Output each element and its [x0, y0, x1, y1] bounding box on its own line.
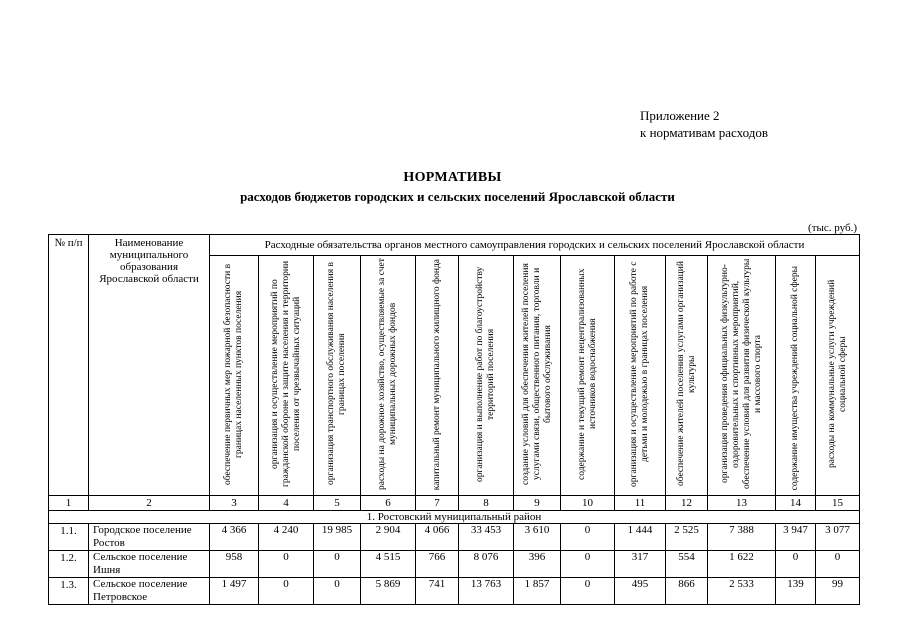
row-value: 554: [666, 551, 708, 578]
row-value: 4 240: [259, 524, 314, 551]
row-value: 5 869: [361, 578, 416, 605]
header-group: Расходные обязательства органов местного самоуправления городских и сельских поселений Ярославской области: [210, 235, 860, 256]
column-header-label: организация и осуществление мероприятий по гражданской обороне и защите населения и территории поселения от чрезвычайных ситуаций: [269, 260, 302, 488]
table-body: [49, 496, 860, 605]
row-value: 1 497: [210, 578, 259, 605]
row-value: 0: [561, 524, 615, 551]
column-header-8: [459, 256, 514, 496]
row-value: 766: [416, 551, 459, 578]
row-value: 741: [416, 578, 459, 605]
section-row: [49, 511, 860, 524]
column-header-14: [776, 256, 816, 496]
row-value: 7 388: [708, 524, 776, 551]
row-value: 3 610: [514, 524, 561, 551]
column-header-9: [514, 256, 561, 496]
index-cell: 6: [361, 496, 416, 511]
row-value: 317: [615, 551, 666, 578]
column-header-label: организация транспортного обслуживания населения в границах поселения: [326, 262, 347, 486]
row-value: 0: [314, 551, 361, 578]
appendix-line-1: Приложение 2: [640, 108, 720, 123]
appendix-line-2: к нормативам расходов: [640, 125, 769, 140]
index-cell: 14: [776, 496, 816, 511]
index-cell: 8: [459, 496, 514, 511]
row-value: 4 066: [416, 524, 459, 551]
column-header-label: обеспечение первичных мер пожарной безопасности в границах населенных пунктов поселения: [223, 263, 244, 485]
column-header-15: [816, 256, 860, 496]
column-header-6: [361, 256, 416, 496]
row-value: 4 366: [210, 524, 259, 551]
row-value: 0: [259, 578, 314, 605]
table-row: [49, 524, 860, 551]
row-value: 396: [514, 551, 561, 578]
column-header-label: капитальный ремонт муниципального жилищного фонда: [431, 258, 442, 490]
column-header-label: расходы на дорожное хозяйство, осуществляемые за счет муниципальных дорожных фондов: [377, 258, 398, 490]
index-row: [49, 496, 860, 511]
row-value: 0: [314, 578, 361, 605]
header-num: № п/п: [49, 235, 89, 496]
norms-table: [48, 234, 860, 605]
index-cell: 5: [314, 496, 361, 511]
row-value: 0: [561, 578, 615, 605]
document-title: [0, 170, 905, 205]
row-value: 4 515: [361, 551, 416, 578]
appendix-note: [640, 107, 768, 141]
row-value: 495: [615, 578, 666, 605]
index-cell: 11: [615, 496, 666, 511]
column-header-label: расходы на коммунальные услуги учреждений социальной сферы: [826, 279, 848, 469]
row-value: 139: [776, 578, 816, 605]
title-subtitle: расходов бюджетов городских и сельских поселений Ярославской области: [240, 189, 675, 204]
column-header-label: содержание имущества учреждений социальной сферы: [790, 265, 800, 490]
row-number: 1.3.: [49, 578, 89, 605]
row-value: 0: [259, 551, 314, 578]
row-value: 19 985: [314, 524, 361, 551]
column-header-label: организация и осуществление мероприятий по работе с детьми и молодежью в границах поселения: [629, 261, 650, 487]
row-value: 866: [666, 578, 708, 605]
header-name: Наименование муниципального образования Ярославской области: [89, 235, 210, 496]
column-header-7: [416, 256, 459, 496]
column-header-12: [666, 256, 708, 496]
index-cell: 1: [49, 496, 89, 511]
index-cell: 13: [708, 496, 776, 511]
column-header-label: организация проведения официальных физкультурно-оздоровительных и спортивных мероприятий, обеспечение условий для развития физической культуры и массового спорта: [719, 258, 763, 490]
column-header-5: [314, 256, 361, 496]
index-cell: 9: [514, 496, 561, 511]
table-row: [49, 578, 860, 605]
index-cell: 4: [259, 496, 314, 511]
index-cell: 12: [666, 496, 708, 511]
row-value: 2 525: [666, 524, 708, 551]
row-value: 3 077: [816, 524, 860, 551]
row-value: 2 533: [708, 578, 776, 605]
row-value: 0: [776, 551, 816, 578]
column-header-label: организация и выполнение работ по благоустройству территорий поселения: [475, 266, 496, 482]
row-name: Сельское поселение Петровское: [89, 578, 210, 605]
index-cell: 2: [89, 496, 210, 511]
index-cell: 3: [210, 496, 259, 511]
column-header-label: обеспечение жителей поселения услугами организаций культуры: [675, 261, 697, 487]
row-value: 8 076: [459, 551, 514, 578]
column-header-10: [561, 256, 615, 496]
section-title: 1. Ростовский муниципальный район: [49, 511, 860, 524]
row-name: Городское поселение Ростов: [89, 524, 210, 551]
column-header-label: содержание и текущий ремонт нецентрализованных источников водоснабжения: [576, 268, 598, 480]
row-value: 33 453: [459, 524, 514, 551]
column-header-13: [708, 256, 776, 496]
table-row: [49, 551, 860, 578]
row-value: 1 622: [708, 551, 776, 578]
row-value: 0: [816, 551, 860, 578]
row-value: 99: [816, 578, 860, 605]
index-cell: 10: [561, 496, 615, 511]
index-cell: 7: [416, 496, 459, 511]
index-cell: 15: [816, 496, 860, 511]
row-value: 0: [561, 551, 615, 578]
title-main: НОРМАТИВЫ: [403, 170, 502, 185]
column-header-4: [259, 256, 314, 496]
column-header-3: [210, 256, 259, 496]
column-header-11: [615, 256, 666, 496]
row-number: 1.1.: [49, 524, 89, 551]
column-header-label: создание условий для обеспечения жителей поселения услугами связи, общественного питания, торговли и бытового обслуживания: [520, 263, 553, 485]
row-number: 1.2.: [49, 551, 89, 578]
row-value: 2 904: [361, 524, 416, 551]
row-value: 13 763: [459, 578, 514, 605]
row-value: 1 857: [514, 578, 561, 605]
row-value: 1 444: [615, 524, 666, 551]
units-label: (тыс. руб.): [808, 222, 857, 234]
row-value: 958: [210, 551, 259, 578]
row-value: 3 947: [776, 524, 816, 551]
row-name: Сельское поселение Ишня: [89, 551, 210, 578]
